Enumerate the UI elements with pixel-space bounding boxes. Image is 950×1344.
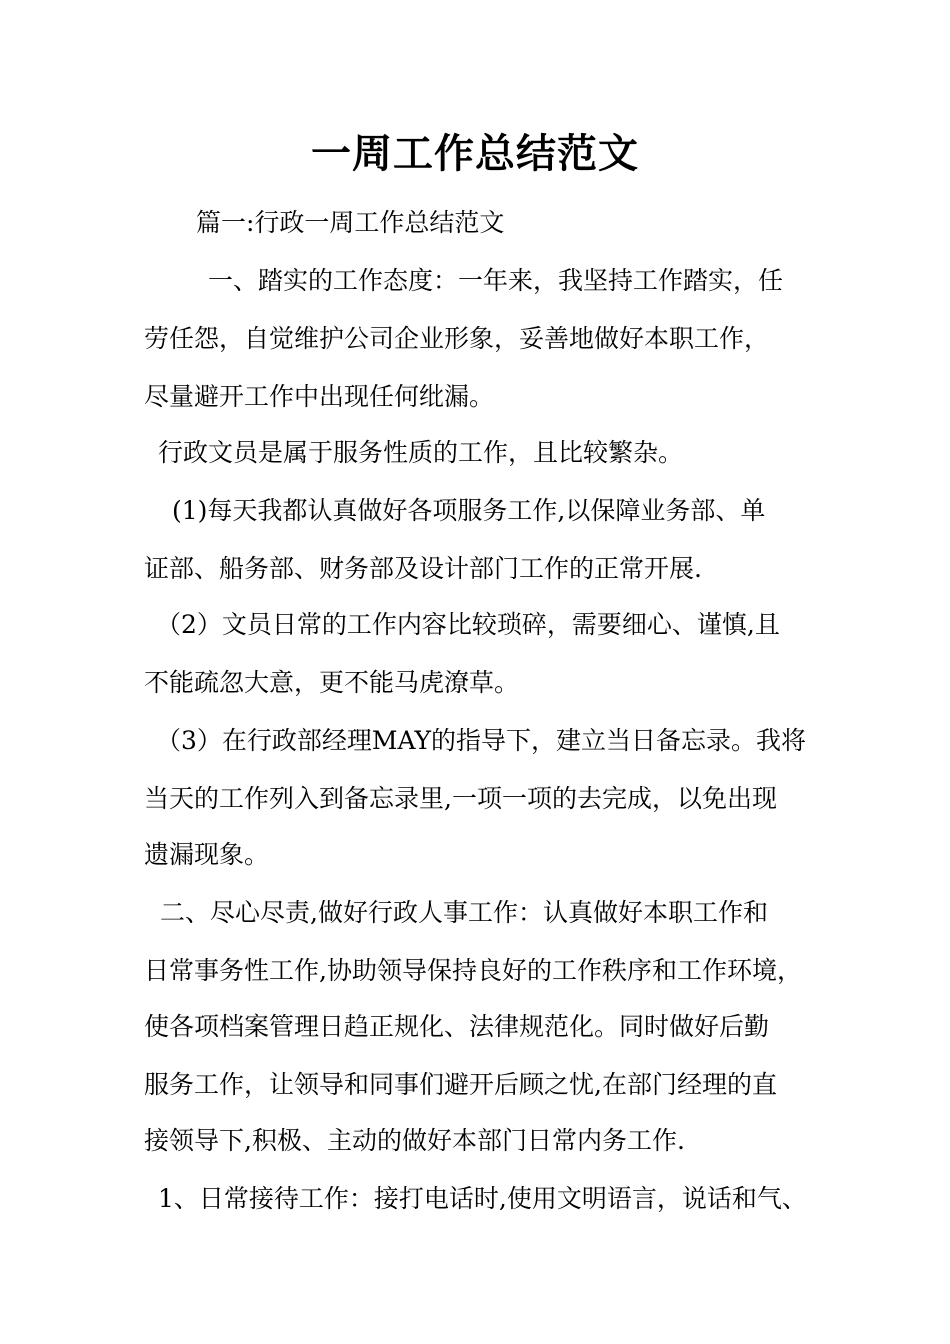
text-line: 尽量避开工作中出现任何纰漏。 [144,382,495,411]
text-line: 劳任怨，自觉维护公司企业形象，妥善地做好本职工作， [144,324,770,353]
text-line: 当天的工作列入到备忘录里,一项一项的去完成，以免出现 [144,784,777,813]
text-line: （3）在行政部经理MAY的指导下，建立当日备忘录。我将 [156,726,807,755]
text-line: 证部、船务部、财务部及设计部门工作的正常开展. [144,554,702,583]
text-line: 不能疏忽大意，更不能马虎潦草。 [144,668,520,697]
text-line: 一、踏实的工作态度：一年来，我坚持工作踏实，任 [208,266,784,295]
document-title: 一周工作总结范文 [311,130,639,177]
text-line: 行政文员是属于服务性质的工作，且比较繁杂。 [158,438,684,467]
text-line: 服务工作，让领导和同事们避开后顾之忧,在部门经理的直 [144,1070,777,1099]
text-line: 二、尽心尽责,做好行政人事工作：认真做好本职工作和 [160,898,768,927]
text-line: 接领导下,积极、主动的做好本部门日常内务工作. [144,1126,685,1155]
text-line: (1)每天我都认真做好各项服务工作,以保障业务部、单 [172,496,766,525]
text-line: 日常事务性工作,协助领导保持良好的工作秩序和工作环境， [144,956,802,985]
text-line: 1、日常接待工作：接打电话时,使用文明语言，说话和气、 [158,1184,807,1213]
text-line: 使各项档案管理日趋正规化、法律规范化。同时做好后勤 [144,1012,770,1041]
text-line: 遗漏现象。 [144,840,270,869]
text-line: （2）文员日常的工作内容比较琐碎，需要细心、谨慎,且 [156,610,780,639]
text-line: 篇一:行政一周工作总结范文 [196,208,505,237]
